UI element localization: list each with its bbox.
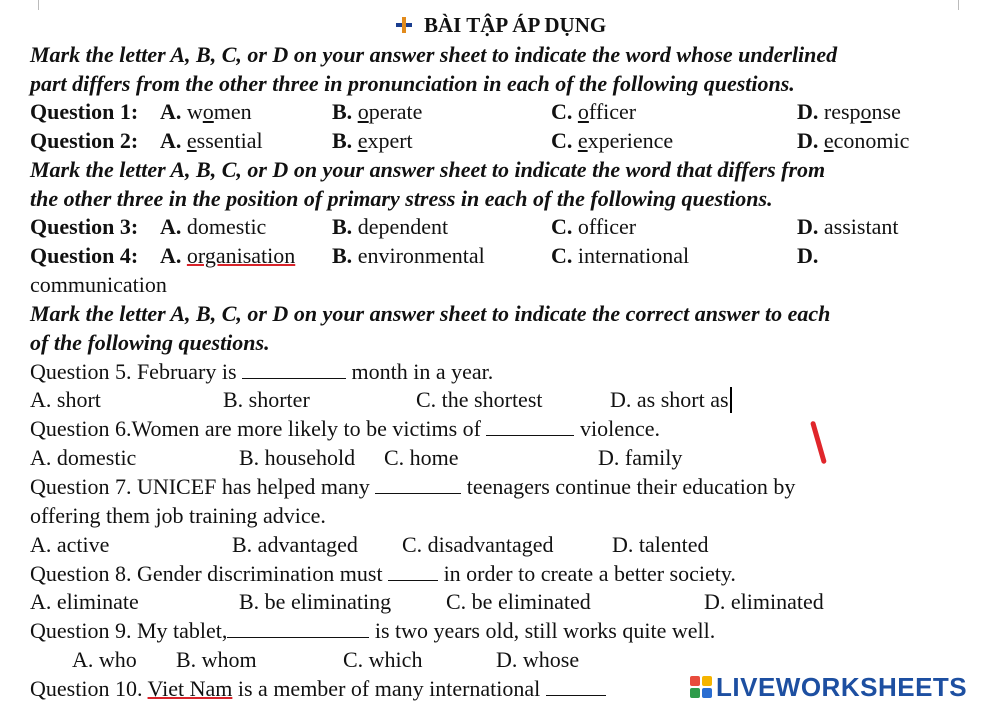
red-pen-mark xyxy=(810,421,827,465)
answer-blank[interactable] xyxy=(375,475,461,494)
question-1-option-b[interactable]: B. operate xyxy=(332,99,423,124)
instruction-correct-line-1: Mark the letter A, B, C, or D on your answer sheet to indicate the correct answer to each xyxy=(30,301,831,326)
instruction-correct-line-2: of the following questions. xyxy=(30,330,270,355)
question-6-option-a[interactable]: A. domestic xyxy=(30,445,137,470)
question-7-option-b[interactable]: B. advantaged xyxy=(232,532,358,557)
page-corner-right xyxy=(958,0,969,10)
question-8-option-d[interactable]: D. eliminated xyxy=(704,589,824,614)
question-5-option-a[interactable]: A. short xyxy=(30,387,101,412)
question-1-option-d[interactable]: D. response xyxy=(797,99,901,124)
question-1-option-a[interactable]: A. women xyxy=(160,99,252,124)
question-4-option-a[interactable]: A. organisation xyxy=(160,243,296,268)
heading-text: BÀI TẬP ÁP DỤNG xyxy=(424,13,607,37)
question-1-label: Question 1: xyxy=(30,99,139,124)
liveworksheets-logo xyxy=(690,673,975,701)
question-2-option-c[interactable]: C. experience xyxy=(551,128,674,153)
underlined-letter: e xyxy=(357,128,368,153)
question-7-option-a[interactable]: A. active xyxy=(30,532,110,557)
question-6-option-b[interactable]: B. household xyxy=(239,445,356,470)
question-6-option-c[interactable]: C. home xyxy=(384,445,459,470)
question-9-option-b[interactable]: B. whom xyxy=(176,647,257,672)
question-2-label: Question 2: xyxy=(30,128,139,153)
answer-blank[interactable] xyxy=(388,562,438,581)
answer-blank[interactable] xyxy=(227,619,369,638)
question-9-stem: Question 9. My tablet, is two years old, still works quite well. xyxy=(30,618,716,643)
question-3-option-d[interactable]: D. assistant xyxy=(797,214,899,239)
question-5-option-c[interactable]: C. the shortest xyxy=(416,387,543,412)
question-8-stem: Question 8. Gender discrimination must in order to create a better society. xyxy=(30,561,736,586)
page-corner-left xyxy=(28,0,39,10)
question-4-label: Question 4: xyxy=(30,243,139,268)
question-9-option-d[interactable]: D. whose xyxy=(496,647,580,672)
underlined-letter: o xyxy=(577,99,589,124)
instruction-pronunciation-line-2: part differs from the other three in pronunciation in each of the following questions. xyxy=(30,71,795,96)
underlined-letter: o xyxy=(357,99,369,124)
logo-square-4 xyxy=(702,688,712,698)
spellcheck-underlined-word: organisation xyxy=(186,243,296,268)
question-7-option-d[interactable]: D. talented xyxy=(612,532,709,557)
spellcheck-underlined-word: Viet Nam xyxy=(147,676,233,701)
question-4-option-c[interactable]: C. international xyxy=(551,243,690,268)
question-3-label: Question 3: xyxy=(30,214,139,239)
logo-square-1 xyxy=(690,676,700,686)
question-2-option-b[interactable]: B. expert xyxy=(332,128,413,153)
question-2-option-a[interactable]: A. essential xyxy=(160,128,263,153)
underlined-letter: e xyxy=(577,128,588,153)
question-5-stem: Question 5. February is month in a year. xyxy=(30,359,494,384)
question-5-option-d[interactable]: D. as short as xyxy=(610,386,732,414)
question-1-option-c[interactable]: C. officer xyxy=(551,99,637,124)
question-7-stem-line-2: offering them job training advice. xyxy=(30,503,326,528)
answer-blank[interactable] xyxy=(242,360,346,379)
question-6-option-d[interactable]: D. family xyxy=(598,445,683,470)
underlined-letter: o xyxy=(202,99,214,124)
instruction-stress-line-2: the other three in the position of primary stress in each of the following questions. xyxy=(30,186,773,211)
cross-bullet-icon xyxy=(396,17,412,33)
logo-square-2 xyxy=(702,676,712,686)
logo-text: LIVEWORKSHEETS xyxy=(716,671,968,702)
question-7-option-c[interactable]: C. disadvantaged xyxy=(402,532,554,557)
instruction-pronunciation-line-1: Mark the letter A, B, C, or D on your answer sheet to indicate the word whose underlined xyxy=(30,42,838,67)
question-9-option-c[interactable]: C. which xyxy=(343,647,423,672)
logo-square-3 xyxy=(690,688,700,698)
question-6-stem: Question 6.Women are more likely to be victims of violence. xyxy=(30,416,660,441)
question-4-option-d-text[interactable]: communication xyxy=(30,272,167,297)
underlined-letter: e xyxy=(823,128,834,153)
text-cursor xyxy=(730,387,732,413)
question-4-option-b[interactable]: B. environmental xyxy=(332,243,485,268)
question-3-option-c[interactable]: C. officer xyxy=(551,214,637,239)
question-8-option-b[interactable]: B. be eliminating xyxy=(239,589,392,614)
instruction-stress-line-1: Mark the letter A, B, C, or D on your answer sheet to indicate the word that differs from xyxy=(30,157,826,182)
underlined-letter: e xyxy=(186,128,197,153)
question-9-option-a[interactable]: A. who xyxy=(72,647,137,672)
worksheet-heading xyxy=(396,11,606,39)
question-4-option-d-letter[interactable]: D. xyxy=(797,243,819,268)
question-8-option-c[interactable]: C. be eliminated xyxy=(446,589,591,614)
question-8-option-a[interactable]: A. eliminate xyxy=(30,589,139,614)
question-5-option-b[interactable]: B. shorter xyxy=(223,387,310,412)
answer-blank[interactable] xyxy=(486,417,574,436)
question-3-option-a[interactable]: A. domestic xyxy=(160,214,267,239)
question-3-option-b[interactable]: B. dependent xyxy=(332,214,449,239)
underlined-letter: o xyxy=(860,99,872,124)
liveworksheets-logo-icon xyxy=(690,676,712,698)
question-7-stem: Question 7. UNICEF has helped many teenagers continue their education by xyxy=(30,474,796,499)
question-2-option-d[interactable]: D. economic xyxy=(797,128,910,153)
question-10-stem: Question 10. Viet Nam is a member of many international xyxy=(30,675,606,703)
answer-blank[interactable] xyxy=(546,677,606,696)
